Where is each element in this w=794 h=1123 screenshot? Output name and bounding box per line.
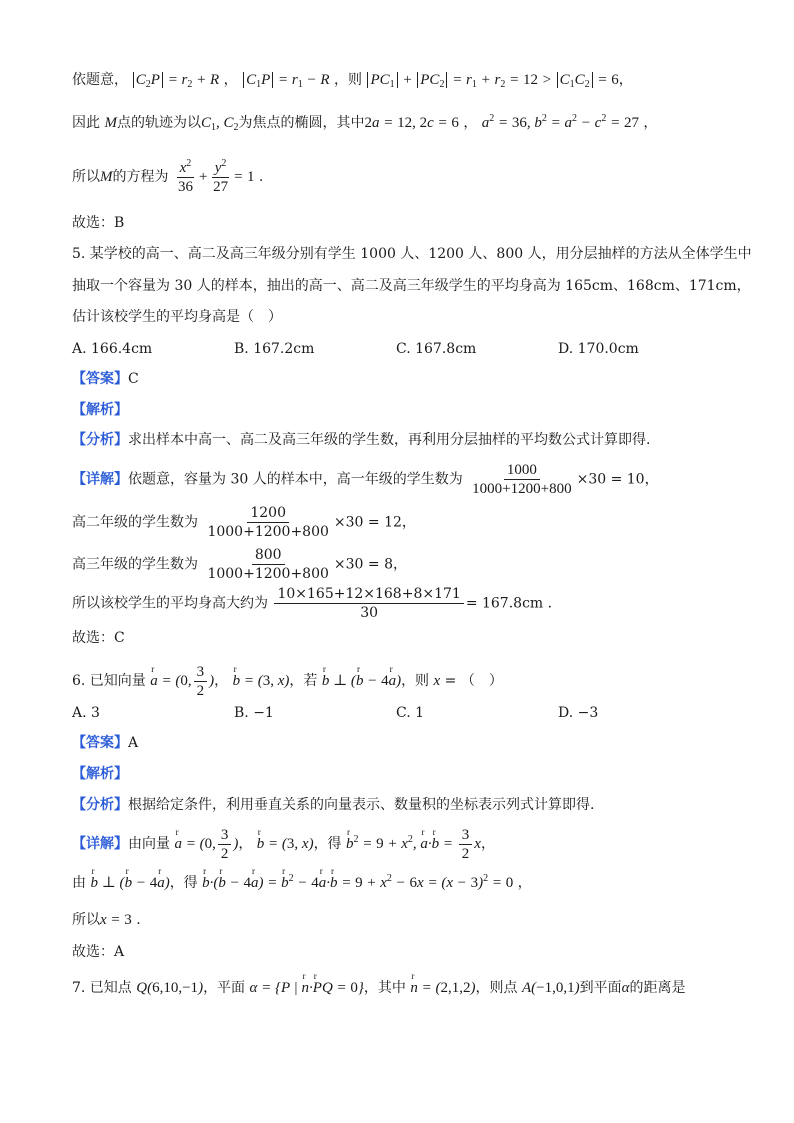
q6-stem: 6. 已知向量 r a = (0, $\frac{3}{2}$ )， r b = (3, x)，若 r b ⊥ (r b − 4r a)，则 x = （ ） [72,664,732,699]
answer-tag: 【答案】 [72,735,128,751]
q5-detail-4 [72,586,732,621]
text: 所以 [72,168,100,185]
fenxi-text: 求出样本中高一、高二及高三年级的学生数，再利用分层抽样的平均数公式计算即得. [128,432,651,448]
q5-option-d: D. 170.0cm [558,341,639,357]
frac-den: 1000+1200+800 [472,481,572,497]
q5-option-a: A. 166.4cm [72,341,153,357]
q5-options [72,339,732,359]
solution-line-1: 依题意， $C_2P = r_2 + R$ ， $C_1P = r_1 - R$ ，则 $PC_1 + PC_2 = r_1 + r_2 = 12 > C_1C_2 = 6$， [72,72,633,90]
text: = 167.8cm . [465,595,553,612]
q6-detail-2: 由 r b ⊥ (r b − 4r a)，得 r b·(r b − 4r a) = r $b^2 - 4r$ a·r $b = 9 + x^2 - 6x = (x - 3)^2 = 0$ ， [72,873,732,893]
q6-option-b: B. −1 [234,705,274,721]
q6-options [72,703,732,723]
text: ，得 [169,875,198,891]
text: 到平面 [579,980,622,996]
text: ，则 [401,672,430,689]
text: 7. 已知点 [72,980,132,996]
text: 的距离是 [629,980,686,996]
analysis-tag: 【解析】 [72,402,128,418]
q5-analysis [72,400,732,420]
text: （ ） [460,672,503,689]
text: 为焦点的椭圆，其中 [238,115,365,131]
text: 依题意，容量为 30 人的样本中，高一年级的学生数为 [128,471,463,488]
q6-detail-1: 【详解】由向量 r a = (0, $\frac{3}{2}$ )， r b = (3, x)，得 r $b^2 = 9 + x^2$, r a·r b = $\frac{3}{2}$ x， [72,827,732,862]
text: ×30 = 10， [576,471,659,488]
text: 的方程为 [112,168,169,185]
q6-analysis [72,764,732,784]
text: 所以 [72,912,100,928]
q5-detail-3 [72,547,732,582]
q5-detail-2 [72,505,732,540]
text: ，得 [313,836,342,852]
frac-num: 10×165+12×168+8×171 [274,586,463,604]
q6-option-d: D. −3 [558,705,599,721]
detail-tag: 【详解】 [72,471,128,488]
q6-detail-3: 所以x = 3 . [72,912,141,928]
answer-value: A [128,735,139,751]
q6-final: 故选：A [72,944,125,960]
text: ，平面 [203,980,246,996]
frac-den: 1000+1200+800 [207,566,329,582]
frac-num: 1200 [247,505,289,523]
analysis-tag: 【解析】 [72,766,128,782]
text: 所以该校学生的平均身高大约为 [72,595,268,612]
text: 由 [72,875,86,891]
q5-stem-2: 抽取一个容量为 30 人的样本，抽出的高一、高二及高三年级学生的平均身高为 165cm、168cm、171cm， [72,278,751,294]
text: ，则点 [475,980,518,996]
text: 6. 已知向量 [72,672,146,689]
q6-option-c: C. 1 [396,705,425,721]
frac-den: 1000+1200+800 [207,524,329,540]
text: ，其中 [363,980,406,996]
frac-num: 1000 [504,462,540,480]
solution-line-3: 所以M的方程为 $\frac{x^2}{36}$ + $\frac{y^2}{27}$ = 1 . [72,158,264,195]
fenxi-text: 根据给定条件，利用垂直关系的向量表示、数量积的坐标表示列式计算即得. [128,797,595,813]
q6-option-a: A. 3 [72,705,100,721]
text: 由向量 [128,836,170,852]
q5-stem-3: 估计该校学生的平均身高是（ ） [72,309,282,325]
fenxi-tag: 【分析】 [72,797,128,813]
detail-tag: 【详解】 [72,836,128,852]
solution-line-2: 因此 M点的轨迹为以$C_1$, $C_2$为焦点的椭圆，其中2a = 12, 2c = 6 ， $a^2 = 36$, $b^2 = a^2 - c^2 = 27$ ， [72,113,658,133]
q6-answer [72,733,732,753]
frac-num: 800 [252,547,285,565]
text: 依题意， [72,72,128,88]
text: ×30 = 12， [333,514,416,531]
q5-option-b: B. 167.2cm [234,341,315,357]
fenxi-tag: 【分析】 [72,432,128,448]
q5-fenxi [72,430,732,450]
frac-den: 30 [360,605,379,621]
text: ，若 [289,672,318,689]
answer-value: C [128,371,139,387]
q5-answer [72,369,732,389]
text: 点的轨迹为以 [116,115,201,131]
answer-tag: 【答案】 [72,371,128,387]
solution-answer: 故选：B [72,215,125,231]
text: 高三年级的学生数为 [72,556,198,573]
text: ×30 = 8， [333,556,407,573]
q5-detail-1 [72,462,732,497]
q5-final: 故选：C [72,630,125,646]
q6-fenxi [72,795,732,815]
q5-stem-1: 5. 某学校的高一、高二及高三年级分别有学生 1000 人、1200 人、800 人，用分层抽样的方法从全体学生中 [72,246,752,262]
text: 因此 [72,115,100,131]
q5-option-c: C. 167.8cm [396,341,477,357]
text: 高二年级的学生数为 [72,514,198,531]
q7-stem: 7. 已知点 Q(6,10,−1)，平面 α = {P | r n·r PQ = 0}，其中 r n = (2,1,2)，则点 A(−1,0,1)到平面α的距离是 [72,978,732,998]
